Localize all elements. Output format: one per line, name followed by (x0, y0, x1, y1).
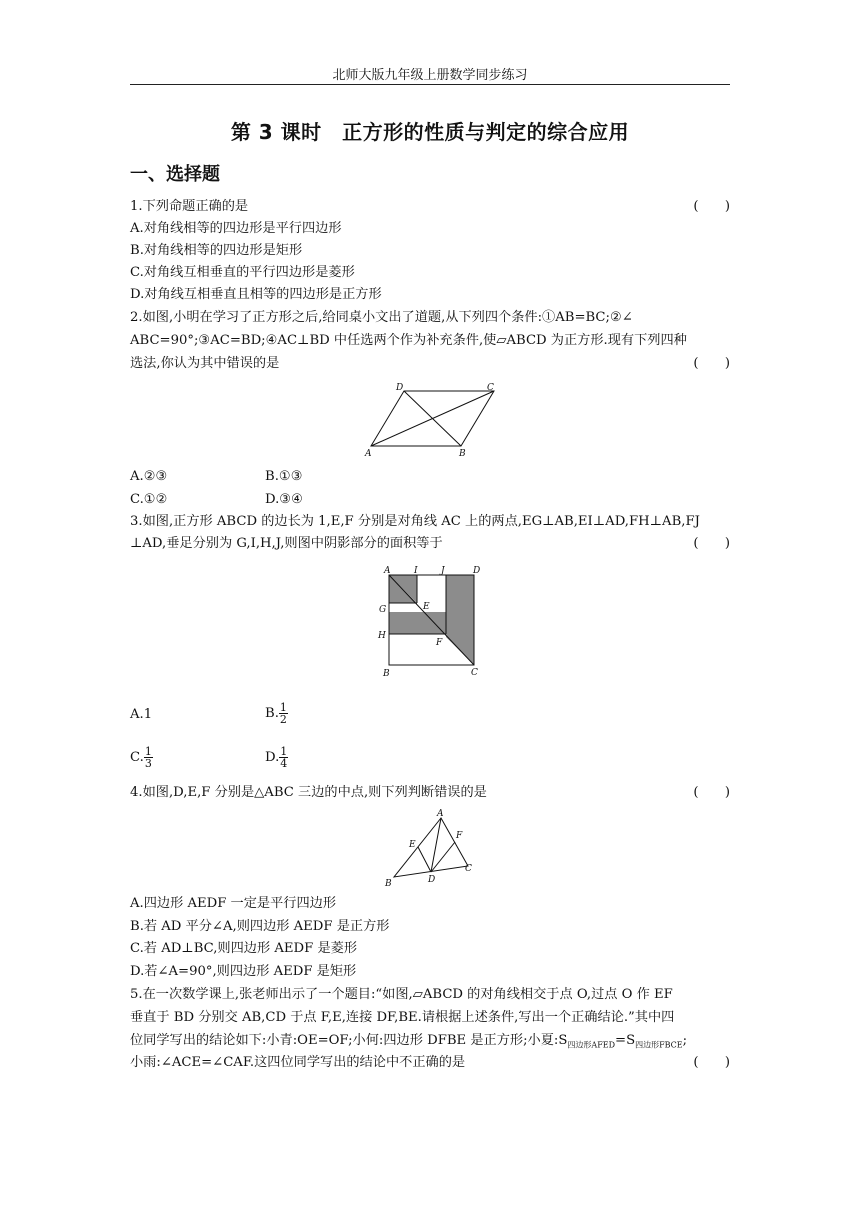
label-d: D (473, 566, 481, 576)
q2-answer-paren: ( ) (693, 356, 730, 371)
q5-stem-line-4: 小雨:∠ACE=∠CAF.这四位同学写出的结论中不正确的是 (130, 1055, 466, 1070)
label-c: C (487, 383, 494, 393)
q3-option-c (130, 746, 153, 769)
label-d: D (428, 875, 436, 885)
q3-stem-line-2: ⊥AD,垂足分别为 G,I,H,J,则图中阴影部分的面积等于 (130, 536, 443, 551)
q3-option-d-prefix: D. (265, 750, 280, 765)
q5-subscript-1: 四边形AFED (567, 1040, 616, 1050)
label-a: A (365, 449, 372, 459)
q3-square-figure (372, 563, 492, 681)
q5-line-3-text: 位同学写出的结论如下:小青:OE=OF;小何:四边形 DFBE 是正方形;小夏:S (130, 1033, 568, 1048)
label-b: B (459, 449, 466, 459)
q2-stem-line-2: ABC=90°;③AC=BD;④AC⊥BD 中任选两个作为补充条件,使▱ABCD 为正方形.现有下列四种 (130, 333, 687, 348)
q5-stem-line-1: 5.在一次数学课上,张老师出示了一个题目:“如图,▱ABCD 的对角线相交于点 O,过点 O 作 EF (130, 987, 673, 1002)
q1-option-c: C.对角线互相垂直的平行四边形是菱形 (130, 265, 355, 280)
page-title: 第 3 课时 正方形的性质与判定的综合应用 (230, 120, 630, 144)
q1-option-a: A.对角线相等的四边形是平行四边形 (130, 221, 342, 236)
fraction-one-third (144, 746, 153, 769)
label-d: D (396, 383, 404, 393)
q3-option-b-prefix: B. (265, 706, 279, 721)
segment-fd (431, 842, 455, 872)
segment-ed (418, 847, 431, 872)
q3-option-a: A.1 (130, 707, 153, 722)
label-f: F (436, 638, 443, 648)
label-h: H (378, 631, 386, 641)
shaded-rect-left (389, 612, 446, 634)
q5-answer-paren: ( ) (693, 1055, 730, 1070)
q3-option-b (265, 702, 288, 725)
fraction-denominator: 3 (144, 757, 152, 770)
q4-option-d: D.若∠A=90°,则四边形 AEDF 是矩形 (130, 964, 357, 979)
q2-parallelogram-figure (360, 380, 510, 460)
label-c: C (465, 864, 472, 874)
q5-equals-s: =S (615, 1033, 636, 1048)
q2-option-d: D.③④ (265, 492, 303, 507)
label-a: A (384, 566, 391, 576)
q1-option-b: B.对角线相等的四边形是矩形 (130, 243, 303, 258)
q3-option-c-prefix: C. (130, 750, 144, 765)
q3-option-d (265, 746, 288, 769)
q5-semicolon: ; (682, 1033, 688, 1048)
q4-stem: 4.如图,D,E,F 分别是△ABC 三边的中点,则下列判断错误的是 (130, 785, 487, 800)
shaded-rect-right (446, 575, 474, 665)
q4-option-a: A.四边形 AEDF 一定是平行四边形 (130, 896, 337, 911)
label-e: E (409, 840, 416, 850)
fraction-numerator: 1 (144, 745, 152, 758)
label-j: J (441, 566, 445, 576)
fraction-denominator: 4 (280, 757, 288, 770)
q4-option-c: C.若 AD⊥BC,则四边形 AEDF 是菱形 (130, 941, 358, 956)
q5-stem-line-2: 垂直于 BD 分别交 AB,CD 于点 F,E,连接 DF,BE.请根据上述条件,写出一个正确结论.”其中四 (130, 1010, 675, 1025)
label-i: I (414, 566, 418, 576)
q3-answer-paren: ( ) (693, 536, 730, 551)
q2-stem-line-1: 2.如图,小明在学习了正方形之后,给同桌小文出了道题,从下列四个条件:①AB=BC;②∠ (130, 310, 633, 325)
label-a: A (437, 809, 444, 819)
running-header: 北师大版九年级上册数学同步练习 (332, 68, 528, 83)
q5-subscript-2: 四边形FBCE (635, 1040, 683, 1050)
diagonal-bd (404, 391, 461, 446)
q2-option-a: A.②③ (130, 469, 168, 484)
fraction-numerator: 1 (279, 701, 287, 714)
q2-stem-line-3: 选法,你认为其中错误的是 (130, 356, 280, 371)
q2-option-c: C.①② (130, 492, 168, 507)
fraction-numerator: 1 (280, 745, 288, 758)
header-rule (130, 84, 730, 85)
label-c: C (471, 668, 478, 678)
label-b: B (383, 669, 390, 679)
label-g: G (379, 605, 387, 615)
triangle-abc (394, 818, 468, 877)
q1-answer-paren: ( ) (693, 199, 730, 214)
q4-answer-paren: ( ) (693, 785, 730, 800)
label-e: E (423, 602, 430, 612)
q2-option-b: B.①③ (265, 469, 303, 484)
section-heading: 一、选择题 (130, 164, 220, 185)
q1-stem: 1.下列命题正确的是 (130, 199, 249, 214)
segment-ad (431, 818, 441, 872)
label-f: F (456, 831, 463, 841)
q4-option-b: B.若 AD 平分∠A,则四边形 AEDF 是正方形 (130, 919, 390, 934)
label-b: B (385, 879, 392, 888)
q1-option-d: D.对角线互相垂直且相等的四边形是正方形 (130, 287, 382, 302)
q3-stem-line-1: 3.如图,正方形 ABCD 的边长为 1,E,F 分别是对角线 AC 上的两点,EG⊥AB,EI⊥AD,FH⊥AB,FJ (130, 514, 700, 529)
q4-triangle-figure (380, 806, 480, 888)
fraction-denominator: 2 (279, 713, 287, 726)
fraction-one-quarter (279, 746, 288, 769)
fraction-one-half (279, 702, 288, 725)
